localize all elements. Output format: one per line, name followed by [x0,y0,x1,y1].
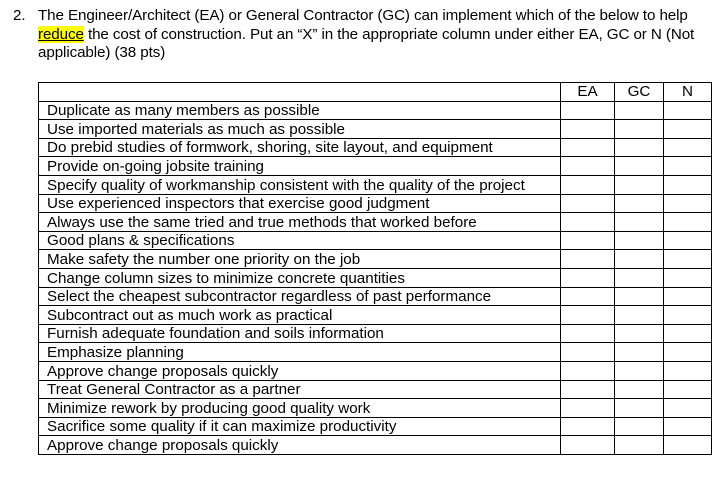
table-row [39,324,712,343]
answer-cell-n[interactable] [664,361,712,380]
highlighted-word: reduce [38,25,84,43]
table-row [39,380,712,399]
item-label: Sacrifice some quality if it can maximize productivity [39,417,561,436]
answer-cell-n[interactable] [664,268,712,287]
answer-cell-n[interactable] [664,101,712,120]
question-block [13,7,718,63]
table-row [39,231,712,250]
answer-cell-n[interactable] [664,324,712,343]
item-label: Approve change proposals quickly [39,361,561,380]
answer-cell-n[interactable] [664,120,712,139]
item-label: Subcontract out as much work as practical [39,306,561,325]
question-text [38,7,718,63]
answer-cell-ea[interactable] [561,157,615,176]
answer-cell-ea[interactable] [561,306,615,325]
item-label: Good plans & specifications [39,231,561,250]
item-label: Provide on-going jobsite training [39,157,561,176]
answer-cell-n[interactable] [664,436,712,455]
answer-cell-ea[interactable] [561,138,615,157]
answer-cell-gc[interactable] [615,380,664,399]
header-item [39,83,561,102]
answer-cell-ea[interactable] [561,417,615,436]
item-label: Do prebid studies of formwork, shoring, site layout, and equipment [39,138,561,157]
answer-cell-n[interactable] [664,175,712,194]
answer-cell-gc[interactable] [615,306,664,325]
answer-cell-ea[interactable] [561,436,615,455]
answer-cell-gc[interactable] [615,194,664,213]
answer-table [38,82,712,455]
answer-cell-ea[interactable] [561,287,615,306]
answer-cell-n[interactable] [664,417,712,436]
table-row [39,157,712,176]
table-row [39,361,712,380]
answer-cell-gc[interactable] [615,120,664,139]
question-text-before: The Engineer/Architect (EA) or General Contractor (GC) can implement which of the below to help [38,7,688,24]
table-row [39,399,712,418]
header-ea: EA [561,83,615,102]
table-row [39,417,712,436]
table-row [39,306,712,325]
question-text-after: the cost of construction. Put an “X” in the appropriate column under either EA, GC or N (Not applicable) (38 pts) [38,25,695,61]
item-label: Minimize rework by producing good quality work [39,399,561,418]
item-label: Make safety the number one priority on the job [39,250,561,269]
table-row [39,194,712,213]
answer-cell-n[interactable] [664,380,712,399]
table-row [39,268,712,287]
item-label: Treat General Contractor as a partner [39,380,561,399]
item-label: Use imported materials as much as possible [39,120,561,139]
answer-cell-gc[interactable] [615,417,664,436]
table-row [39,175,712,194]
answer-cell-ea[interactable] [561,343,615,362]
answer-cell-gc[interactable] [615,436,664,455]
question-number: 2. [13,7,26,24]
table-row [39,343,712,362]
table-row [39,436,712,455]
answer-cell-n[interactable] [664,194,712,213]
item-label: Specify quality of workmanship consistent with the quality of the project [39,175,561,194]
table-row [39,250,712,269]
answer-cell-n[interactable] [664,213,712,232]
answer-cell-gc[interactable] [615,175,664,194]
item-label: Furnish adequate foundation and soils information [39,324,561,343]
answer-cell-gc[interactable] [615,157,664,176]
item-label: Emphasize planning [39,343,561,362]
answer-cell-ea[interactable] [561,268,615,287]
header-gc: GC [615,83,664,102]
answer-cell-ea[interactable] [561,101,615,120]
header-row [39,83,712,102]
table-row [39,120,712,139]
answer-cell-gc[interactable] [615,343,664,362]
answer-cell-n[interactable] [664,231,712,250]
table-row [39,213,712,232]
answer-cell-ea[interactable] [561,380,615,399]
answer-cell-ea[interactable] [561,213,615,232]
answer-cell-ea[interactable] [561,250,615,269]
answer-cell-gc[interactable] [615,287,664,306]
answer-cell-n[interactable] [664,250,712,269]
item-label: Duplicate as many members as possible [39,101,561,120]
answer-cell-gc[interactable] [615,268,664,287]
item-label: Always use the same tried and true methods that worked before [39,213,561,232]
answer-cell-n[interactable] [664,138,712,157]
answer-cell-n[interactable] [664,157,712,176]
table-row [39,101,712,120]
answer-cell-gc[interactable] [615,250,664,269]
header-n: N [664,83,712,102]
answer-cell-ea[interactable] [561,324,615,343]
answer-cell-ea[interactable] [561,194,615,213]
answer-cell-n[interactable] [664,306,712,325]
answer-cell-gc[interactable] [615,324,664,343]
answer-cell-ea[interactable] [561,399,615,418]
answer-cell-gc[interactable] [615,399,664,418]
answer-cell-gc[interactable] [615,213,664,232]
answer-cell-gc[interactable] [615,231,664,250]
answer-cell-ea[interactable] [561,120,615,139]
answer-cell-gc[interactable] [615,138,664,157]
item-label: Change column sizes to minimize concrete quantities [39,268,561,287]
answer-cell-n[interactable] [664,399,712,418]
answer-cell-ea[interactable] [561,231,615,250]
answer-cell-n[interactable] [664,343,712,362]
answer-cell-ea[interactable] [561,175,615,194]
item-label: Use experienced inspectors that exercise good judgment [39,194,561,213]
answer-cell-gc[interactable] [615,101,664,120]
item-label: Select the cheapest subcontractor regardless of past performance [39,287,561,306]
answer-cell-n[interactable] [664,287,712,306]
answer-cell-gc[interactable] [615,361,664,380]
item-label: Approve change proposals quickly [39,436,561,455]
table-row [39,287,712,306]
answer-cell-ea[interactable] [561,361,615,380]
table-row [39,138,712,157]
